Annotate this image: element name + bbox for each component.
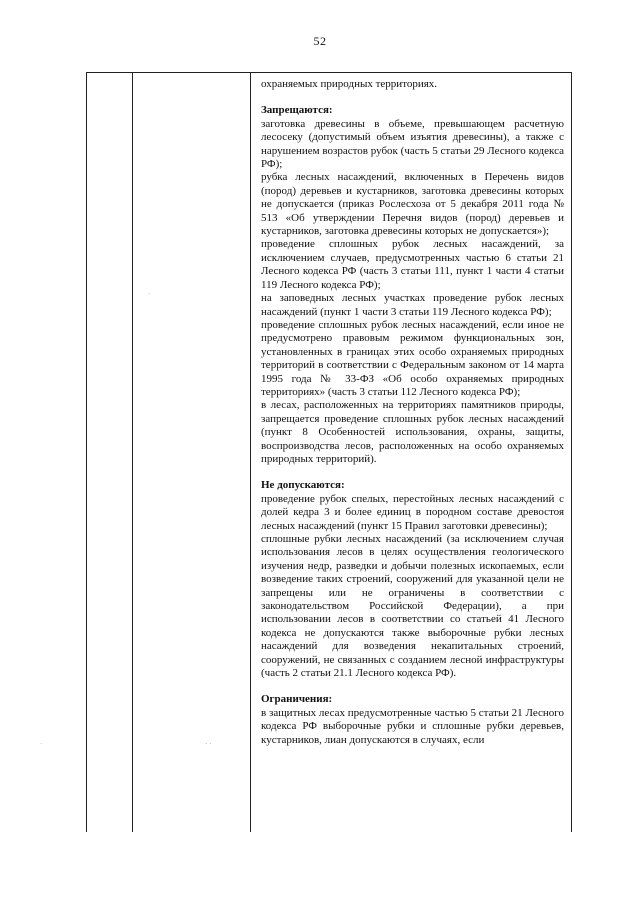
scan-speck: · · (205, 740, 212, 748)
list-item: рубка лесных насаждений, включенных в Перечень видов (пород) деревьев и кустарников, заготовка древесины которых не допускается (приказ Рослесхоза от 5 декабря 2011 года № 513 «Об утверждении Перечня видов (пород) деревьев и кустарников, заготовка древесины которых не допускается»); (261, 171, 564, 238)
list-item: проведение рубок спелых, перестойных лесных насаждений с долей кедра 3 и более единиц в породном составе древостоя лесных насаждений (пункт 15 Правил заготовки древесины); (261, 492, 564, 532)
list-item: проведение сплошных рубок лесных насаждений, за исключением случаев, предусмотренных частью 6 статьи 21 Лесного кодекса РФ (часть 3 статьи 111, пункт 1 части 4 статьи 119 Лесного кодекса РФ); (261, 238, 564, 291)
list-item: проведение сплошных рубок лесных насаждений, если иное не предусмотрено правовым режимом функциональных зон, установленных в границах этих особо охраняемых природных территорий в соответствии с Федеральным законом от 14 марта 1995 года № 33-ФЗ «Об особо охраняемых природных территориях» (часть 3 статьи 112 Лесного кодекса РФ); (261, 318, 564, 398)
scan-speck: · (148, 290, 151, 298)
scan-speck: · (40, 740, 43, 748)
list-item: заготовка древесины в объеме, превышающем расчетную лесосеку (допустимый объем изъятия древесины), а также с нарушением возрастов рубок (часть 5 статьи 29 Лесного кодекса РФ); (261, 117, 564, 171)
page-number: 52 (313, 34, 327, 48)
list-item: сплошные рубки лесных насаждений (за исключением случая использования лесов в целях осуществления геологического изучения недр, разведки и добычи полезных ископаемых, если возведение таких строений, сооружений для указанной цели не запрещены или не ограничены в соответствии с законодательством Российской Федерации), а при использовании лесов в соответствии со статьей 41 Лесного кодекса не допускаются также выборочные рубки лесных насаждений для возведения некапитальных строений, сооружений, не связанных с созданием лесной инфраструктуры (часть 2 статьи 21.1 Лесного кодекса РФ). (261, 533, 564, 680)
section-heading-prohibited: Запрещаются: (261, 104, 333, 117)
section-heading-not-allowed: Не допускаются: (261, 479, 345, 492)
column-divider-1 (132, 73, 133, 832)
list-item: в лесах, расположенных на территориях памятников природы, запрещается проведение сплошных рубок лесных насаждений (пункт 8 Особенностей использования, охраны, защиты, воспроизводства лесов, расположенных на особо охраняемых природных территорий). (261, 399, 564, 465)
table-cell-text (261, 78, 564, 747)
list-item: в защитных лесах предусмотренные частью 5 статьи 21 Лесного кодекса РФ выборочные рубки и сплошные рубки деревьев, кустарников, лиан допускаются в случаях, если (261, 706, 564, 746)
section-heading-restrictions: Ограничения: (261, 693, 333, 706)
continuation-paragraph: охраняемых природных территориях. (261, 78, 438, 90)
document-table (86, 72, 572, 832)
list-item: на заповедных лесных участках проведение рубок лесных насаждений (пункт 1 части 3 статьи 119 Лесного кодекса РФ); (261, 292, 564, 318)
column-divider-2 (250, 73, 251, 832)
